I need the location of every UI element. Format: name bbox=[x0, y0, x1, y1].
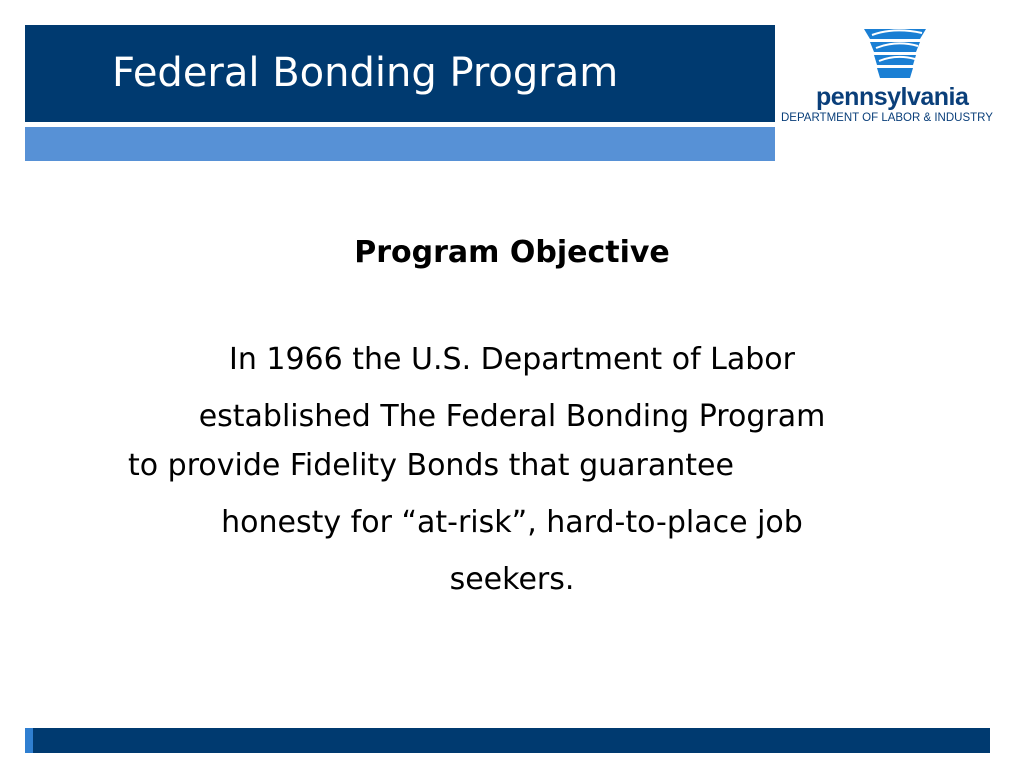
footer-bar bbox=[25, 728, 990, 753]
body-line: to provide Fidelity Bonds that guarantee bbox=[128, 448, 734, 483]
body-line: In 1966 the U.S. Department of Labor bbox=[228, 342, 795, 377]
title-accent-bar bbox=[25, 127, 775, 161]
logo-name: pennsylvania bbox=[816, 83, 969, 111]
title-bar bbox=[25, 25, 775, 122]
body-line: honesty for “at-risk”, hard-to-place job bbox=[221, 505, 803, 540]
logo-department: DEPARTMENT OF LABOR & INDUSTRY bbox=[781, 112, 993, 124]
slide-title: Federal Bonding Program bbox=[112, 50, 619, 96]
body-line: established The Federal Bonding Program bbox=[198, 399, 826, 434]
footer-accent bbox=[25, 728, 33, 753]
body-line: seekers. bbox=[449, 562, 575, 597]
keystone-icon bbox=[864, 25, 926, 87]
pennsylvania-logo bbox=[778, 25, 1014, 130]
section-heading: Program Objective bbox=[354, 235, 670, 270]
